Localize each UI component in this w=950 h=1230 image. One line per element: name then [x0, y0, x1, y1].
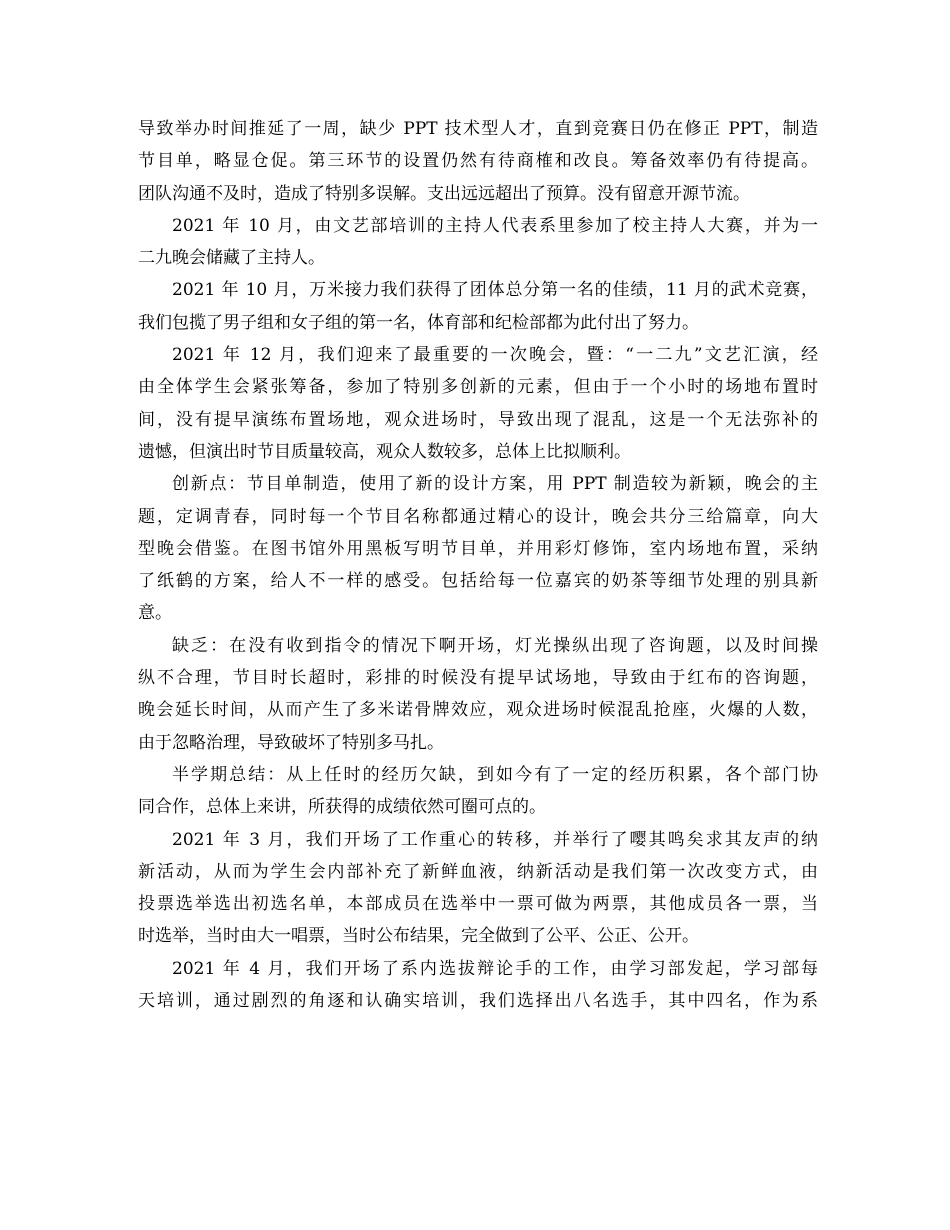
text-line: 天培训，通过剧烈的角逐和认确实培训，我们选择出八名选手，其中四名，作为系 — [138, 991, 818, 1012]
text-line: 半学期总结：从上任时的经历欠缺，到如今有了一定的经历积累，各个部门协 — [172, 764, 818, 785]
text-line: 题，定调青春，同时每一个节目名称都通过精心的设计，晚会共分三给篇章，向大 — [138, 506, 818, 527]
text-line: 节目单，略显仓促。第三环节的设置仍然有待商榷和改良。筹备效率仍有待提高。 — [138, 151, 818, 172]
text-line: 遗憾，但演出时节目质量较高，观众人数较多，总体上比拟顺利。 — [138, 441, 631, 462]
text-line: 创新点：节目单制造，使用了新的设计方案，用 PPT 制造较为新颖，晚会的主 — [172, 474, 818, 495]
text-line: 型晚会借鉴。在图书馆外用黑板写明节目单，并用彩灯修饰，室内场地布置，采纳 — [138, 538, 818, 559]
text-line: 同合作，总体上来讲，所获得的成绩依然可圈可点的。 — [138, 797, 546, 818]
text-line: 2021 年 12 月，我们迎来了最重要的一次晚会，暨：“一二九”文艺汇演，经 — [172, 345, 818, 366]
text-line: 由于忽略治理，导致破坏了特别多马扎。 — [138, 732, 444, 753]
document-page — [138, 113, 818, 1017]
text-line: 导致举办时间推延了一周，缺少 PPT 技术型人才，直到竞赛日仍在修正 PPT，制造 — [138, 119, 818, 139]
text-line: 缺乏：在没有收到指令的情况下啊开场，灯光操纵出现了咨询题，以及时间操 — [172, 635, 818, 656]
text-line: 新活动，从而为学生会内部补充了新鲜血液，纳新活动是我们第一次改变方式，由 — [138, 861, 818, 882]
text-line: 意。 — [138, 603, 172, 624]
text-line: 间，没有提早演练布置场地，观众进场时，导致出现了混乱，这是一个无法弥补的 — [138, 409, 818, 430]
text-line: 2021 年 10 月，万米接力我们获得了团体总分第一名的佳绩，11 月的武术竞赛， — [172, 280, 818, 301]
text-line: 时选举，当时由大一唱票，当时公布结果，完全做到了公平、公正、公开。 — [138, 926, 699, 947]
text-line: 二九晚会储藏了主持人。 — [138, 248, 325, 269]
text-line: 纵不合理，节目时长超时，彩排的时候没有提早试场地，导致由于红布的咨询题， — [138, 668, 818, 689]
text-line: 2021 年 3 月，我们开场了工作重心的转移，并举行了嘤其鸣矣求其友声的纳 — [172, 829, 818, 850]
text-line: 团队沟通不及时，造成了特别多误解。支出远远超出了预算。没有留意开源节流。 — [138, 183, 750, 204]
text-line: 投票选举选出初选名单，本部成员在选举中一票可做为两票，其他成员各一票，当 — [138, 894, 818, 915]
text-line: 了纸鹤的方案，给人不一样的感受。包括给每一位嘉宾的奶茶等细节处理的别具新 — [138, 571, 818, 592]
text-line: 2021 年 10 月，由文艺部培训的主持人代表系里参加了校主持人大赛，并为一 — [172, 215, 818, 236]
text-line: 晚会延长时间，从而产生了多米诺骨牌效应，观众进场时候混乱抢座，火爆的人数， — [138, 700, 818, 721]
text-line: 由全体学生会紧张筹备，参加了特别多创新的元素，但由于一个小时的场地布置时 — [138, 377, 818, 398]
text-line: 我们包揽了男子组和女子组的第一名，体育部和纪检部都为此付出了努力。 — [138, 312, 699, 333]
text-line: 2021 年 4 月，我们开场了系内选拔辩论手的工作，由学习部发起，学习部每 — [172, 958, 818, 979]
